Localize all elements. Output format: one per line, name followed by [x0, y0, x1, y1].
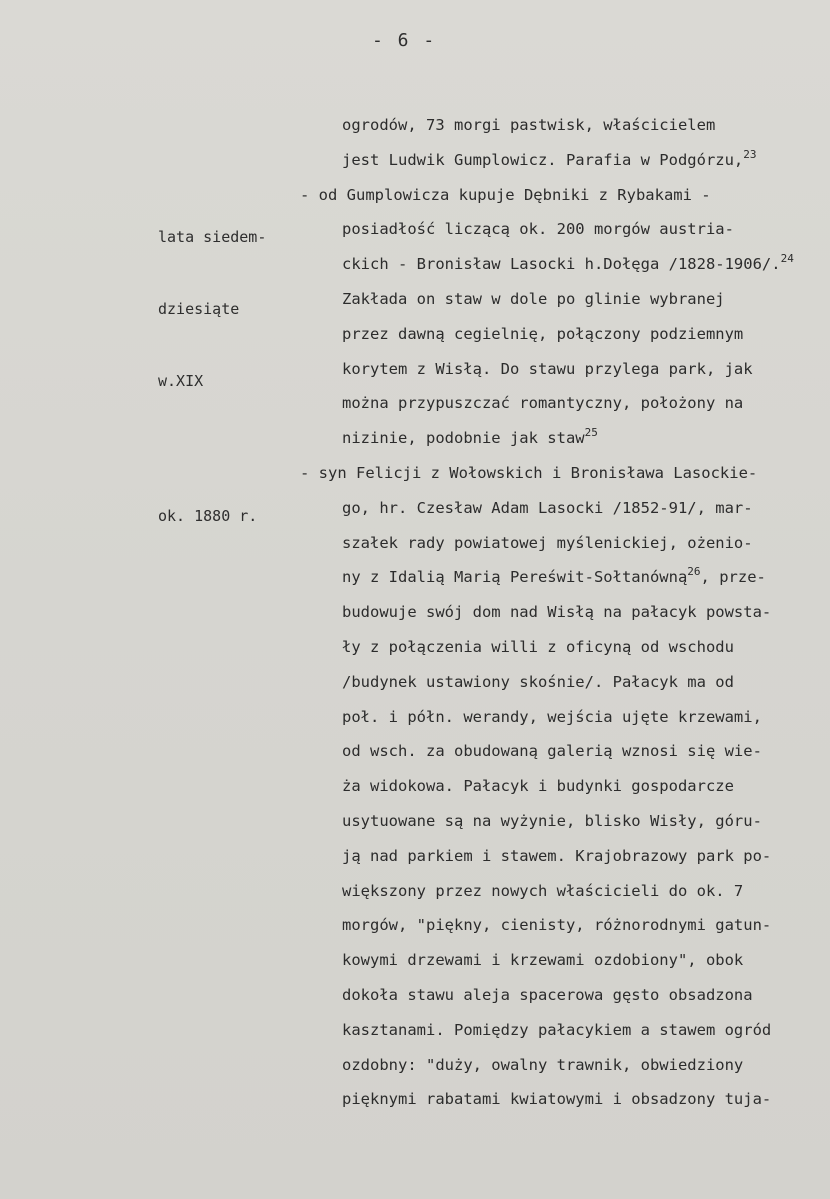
text-line [300, 282, 825, 317]
text-line-continuation: , prze- [700, 568, 766, 587]
footnote-marker: 23 [743, 147, 757, 161]
margin-note-date-1 [158, 177, 266, 441]
text-line-content: jest Ludwik Gumplowicz. Parafia w Podgórzu, [342, 150, 744, 169]
text-line [300, 386, 825, 421]
margin-note-line: dziesiąte [158, 300, 240, 318]
text-line [300, 665, 825, 700]
margin-note-line: lata siedem- [158, 228, 267, 246]
text-line-content: ją nad parkiem i stawem. Krajobrazowy park po- [342, 846, 772, 865]
text-line-content: można przypuszczać romantyczny, położony na [342, 394, 744, 413]
text-line-content: ckich - Bronisław Lasocki h.Dołęga /1828-1906/. [342, 255, 781, 274]
text-line-content: ozdobny: "duży, owalny trawnik, obwiedziony [342, 1055, 744, 1074]
text-line-content: go, hr. Czesław Adam Lasocki /1852-91/, mar- [342, 498, 753, 517]
text-line [300, 734, 825, 769]
text-line-content: ny z Idalią Marią Pereświt-Sołtanówną [342, 568, 688, 587]
text-line-content: posiadłość liczącą ok. 200 morgów austria- [342, 220, 734, 239]
text-line [300, 212, 825, 247]
text-line-content: ża widokowa. Pałacyk i budynki gospodarcze [342, 777, 734, 796]
text-line-content: dokoła stawu aleja spacerowa gęsto obsadzona [342, 985, 753, 1004]
text-line-content: - syn Felicji z Wołowskich i Bronisława Lasockie- [300, 463, 758, 482]
text-line [300, 943, 825, 978]
text-line-content: większony przez nowych właścicieli do ok. 7 [342, 881, 744, 900]
text-line-content: kasztanami. Pomiędzy pałacykiem a stawem ogród [342, 1020, 772, 1039]
text-line [300, 317, 825, 352]
text-line [300, 421, 825, 456]
text-line [300, 769, 825, 804]
margin-note-date-2 [158, 456, 257, 576]
page-number: - 6 - [372, 30, 437, 51]
text-line-content: budowuje swój dom nad Wisłą na pałacyk powsta- [342, 603, 772, 622]
text-line [300, 526, 825, 561]
text-line-content: Zakłada on staw w dole po glinie wybranej [342, 289, 725, 308]
body-text [300, 108, 825, 1117]
text-line [300, 456, 825, 491]
margin-note-line: ok. 1880 r. [158, 507, 258, 525]
footnote-marker: 24 [780, 252, 794, 266]
footnote-marker: 25 [584, 426, 598, 440]
text-line [300, 978, 825, 1013]
text-line [300, 108, 825, 143]
text-line [300, 352, 825, 387]
text-line-content: usytuowane są na wyżynie, blisko Wisły, góru- [342, 811, 762, 830]
text-line-content: przez dawną cegielnię, połączony podziemnym [342, 324, 744, 343]
text-line [300, 247, 825, 282]
text-line [300, 1048, 825, 1083]
text-line-content: poł. i półn. werandy, wejścia ujęte krzewami, [342, 707, 762, 726]
text-line-content: nizinie, podobnie jak staw [342, 429, 585, 448]
text-line-content: morgów, "piękny, cienisty, różnorodnymi gatun- [342, 916, 772, 935]
text-line-content: szałek rady powiatowej myślenickiej, ożenio- [342, 533, 753, 552]
text-line [300, 560, 825, 595]
text-line [300, 1013, 825, 1048]
text-line-content: korytem z Wisłą. Do stawu przylega park, jak [342, 359, 753, 378]
text-line-content: od wsch. za obudowaną galerią wznosi się wie- [342, 742, 762, 761]
text-line [300, 630, 825, 665]
text-line [300, 700, 825, 735]
text-line-content: pięknymi rabatami kwiatowymi i obsadzony tuja- [342, 1090, 772, 1109]
text-line [300, 1082, 825, 1117]
text-line-content: ogrodów, 73 morgi pastwisk, właścicielem [342, 116, 716, 134]
text-line [300, 178, 825, 213]
text-line [300, 595, 825, 630]
text-line-content: ły z połączenia willi z oficyną od wschodu [342, 637, 734, 656]
text-line-content: - od Gumplowicza kupuje Dębniki z Rybakami - [300, 185, 711, 204]
text-line-content: kowymi drzewami i krzewami ozdobiony", obok [342, 951, 744, 970]
text-line [300, 491, 825, 526]
margin-note-line: w.XIX [158, 372, 204, 390]
footnote-marker: 26 [687, 565, 701, 579]
text-line [300, 143, 825, 178]
text-line [300, 804, 825, 839]
text-line [300, 839, 825, 874]
text-line [300, 874, 825, 909]
text-line-content: /budynek ustawiony skośnie/. Pałacyk ma od [342, 672, 734, 691]
text-line [300, 908, 825, 943]
